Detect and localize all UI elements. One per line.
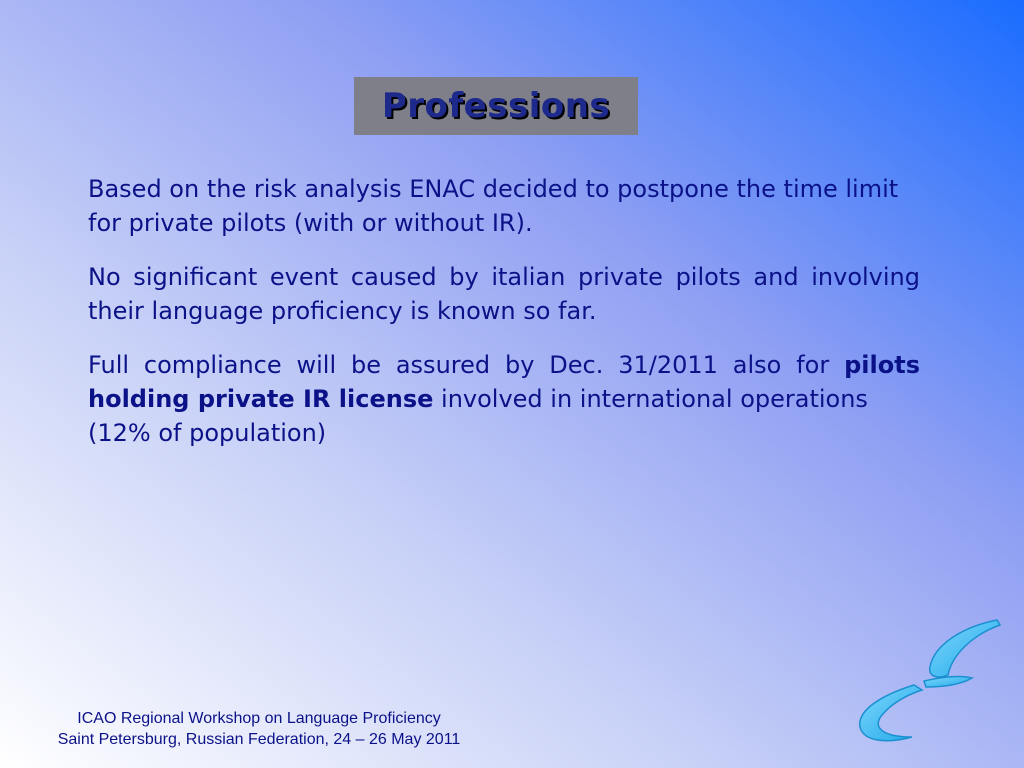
paragraph-no-event: No significant event caused by italian private pilots and involving their language proficiency is known so far. <box>88 263 920 325</box>
enac-epsilon-logo-icon <box>852 615 1007 750</box>
slide-body <box>88 172 920 470</box>
compliance-text-end: involved in international operations <box>433 385 868 413</box>
compliance-bold-text: pilots holding private IR license <box>88 351 920 413</box>
footer <box>14 708 504 750</box>
footer-event-name: ICAO Regional Workshop on Language Proficiency <box>77 710 441 727</box>
page-title: Professions <box>381 86 611 126</box>
paragraph-risk-analysis: Based on the risk analysis ENAC decided to postpone the time limit for private pilots (with or without IR). <box>88 175 899 237</box>
population-percentage: (12% of population) <box>88 419 327 447</box>
title-box <box>354 77 638 135</box>
paragraph-compliance <box>88 348 920 450</box>
compliance-text-start: Full compliance will be assured by Dec. 31/2011 also for <box>88 351 845 379</box>
footer-event-location: Saint Petersburg, Russian Federation, 24 – 26 May 2011 <box>57 731 461 748</box>
